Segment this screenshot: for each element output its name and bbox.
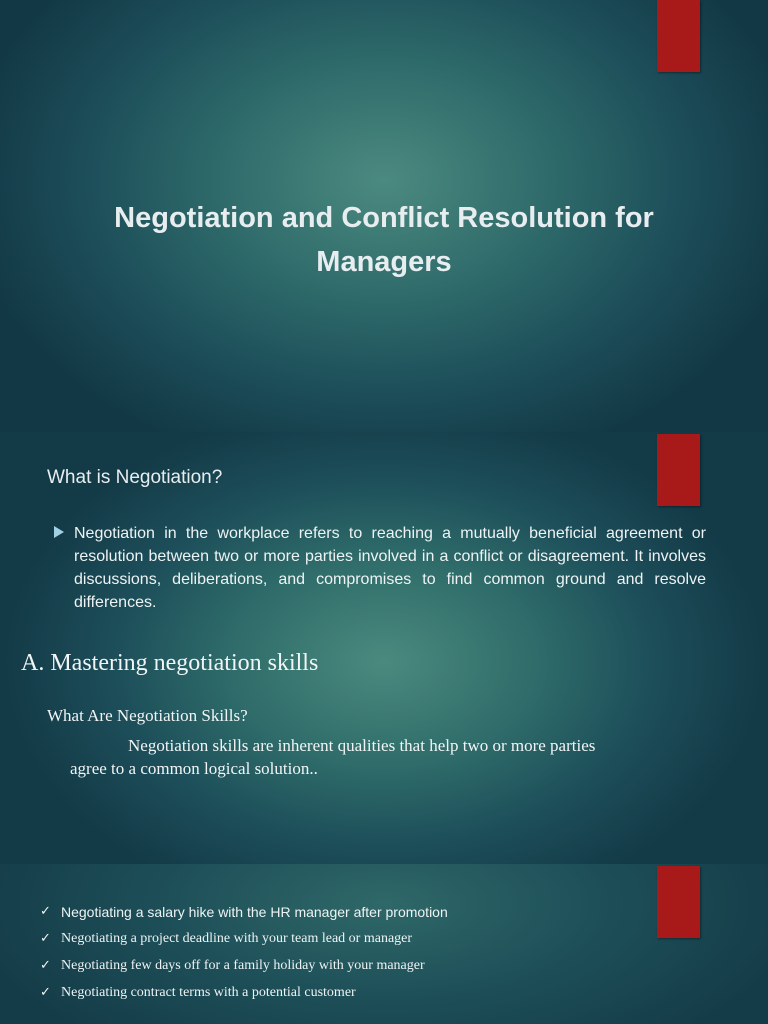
list-item-text: Negotiating contract terms with a potential customer — [61, 984, 356, 1000]
section-heading-what-is-negotiation: What is Negotiation? — [47, 467, 223, 488]
sub-heading-negotiation-skills: What Are Negotiation Skills? — [47, 706, 248, 725]
slide-title — [0, 0, 768, 432]
list-item — [40, 952, 448, 979]
red-accent-tab — [657, 434, 700, 506]
list-item — [40, 979, 448, 1006]
section-heading-mastering-skills: A. Mastering negotiation skills — [21, 650, 319, 676]
list-item — [40, 925, 448, 952]
red-accent-tab — [657, 0, 700, 72]
bullet-item — [54, 522, 706, 614]
list-item — [40, 898, 448, 925]
check-icon: ✓ — [40, 931, 51, 946]
check-icon: ✓ — [40, 985, 51, 1000]
check-icon: ✓ — [40, 958, 51, 973]
list-item-text: Negotiating a project deadline with your team lead or manager — [61, 930, 413, 946]
example-checklist — [40, 898, 448, 1006]
list-item-text: Negotiating a salary hike with the HR manager after promotion — [61, 903, 448, 920]
check-icon: ✓ — [40, 904, 51, 919]
slide-examples — [0, 864, 768, 1024]
triangle-bullet-icon — [54, 526, 64, 538]
slide-what-is-negotiation — [0, 432, 768, 864]
slide-title-text: Negotiation and Conflict Resolution for Managers — [114, 202, 654, 278]
list-item-text: Negotiating few days off for a family holiday with your manager — [61, 957, 425, 973]
paragraph-negotiation-skills: Negotiation skills are inherent qualities that help two or more parties agree to a common logical solution.. — [70, 736, 596, 778]
bullet-text: Negotiation in the workplace refers to reaching a mutually beneficial agreement or resolution between two or more parties involved in a conflict or disagreement. It involves discussions, deliberations, and compromises to find common ground and resolve differences. — [74, 525, 706, 611]
red-accent-tab — [657, 866, 700, 938]
